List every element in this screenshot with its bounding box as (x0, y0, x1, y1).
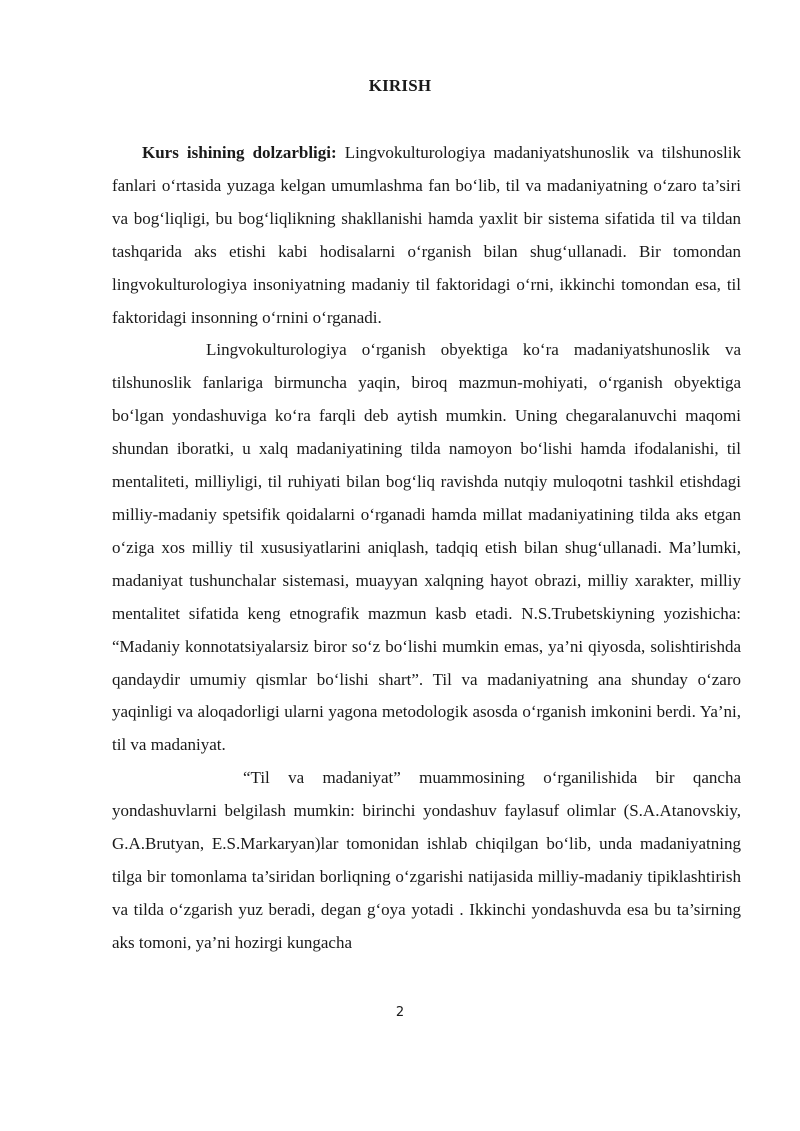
section-heading: KIRISH (368, 76, 432, 95)
paragraph-lead-label: Kurs ishining dolzarbligi: (142, 143, 337, 162)
paragraph-approaches: “Til va madaniyat” muammosining o‘rganilishida bir qancha yondashuvlarni belgilash mumkin: birinchi yondashuv faylasuf olimlar (S.A.Atanovskiy, G.A.Brutyan, E.S.Markaryan)lar tomonidan ishlab chiqilgan bo‘lib, unda madaniyatning tilga bir tomonlama ta’siridan borliqning o‘zgarishi natijasida milliy-madaniy tipiklashtirish va tilda o‘zgarish yuz beradi, degan g‘oya yotadi . Ikkinchi yondashuvda esa bu ta’sirning aks tomoni, ya’ni hozirgi kungacha (112, 768, 741, 952)
body-text (112, 137, 741, 960)
paragraph-text: Lingvokulturologiya madaniyatshunoslik va tilshunoslik fanlari o‘rtasida yuzaga kelgan umumlashma fan bo‘lib, til va madaniyatning o‘zaro ta’siri va bog‘liqligi, bu bog‘liqlikning shakllanishi hamda yaxlit bir sistema sifatida til va tildan tashqarida aks etishi kabi hodisalarni o‘rganish bilan shug‘ullanadi. Bir tomondan lingvokulturologiya insoniyatning madaniy til faktoridagi o‘rni, ikkinchi tomondan esa, til faktoridagi insonning o‘rnini o‘rganadi. (112, 143, 741, 327)
page-number: 2 (395, 1005, 405, 1020)
paragraph-relevance (112, 137, 741, 334)
paragraph-object-of-study: Lingvokulturologiya o‘rganish obyektiga ko‘ra madaniyatshunoslik va tilshunoslik fanlariga birmuncha yaqin, biroq mazmun-mohiyati, o‘rganish obyektiga bo‘lgan yondashuviga ko‘ra farqli deb aytish mumkin. Uning chegaralanuvchi maqomi shundan iboratki, u xalq madaniyatining tilda namoyon bo‘lishi hamda ifodalanishi, til mentaliteti, milliyligi, til ruhiyati bilan bog‘liq ravishda nutqiy muloqotni tashkil etishdagi milliy-madaniy spetsifik qoidalarni o‘rganadi hamda millat madaniyatining tilda aks etgan o‘ziga xos milliy til xususiyatlarini aniqlash, tadqiq etish bilan shug‘ullanadi. Ma’lumki, madaniyat tushunchalar sistemasi, muayyan xalqning hayot obrazi, milliy xarakter, milliy mentalitet sifatida keng etnografik mazmun kasb etadi. N.S.Trubetskiyning yozishicha: “Madaniy konnotatsiyalarsiz biror so‘z bo‘lishi mumkin emas, ya’ni qiyosda, solishtirishda qandaydir umumiy qismlar bo‘lishi shart”. Til va madaniyatning ana shunday o‘zaro yaqinligi va aloqadorligi ularni yagona metodologik asosda o‘rganish imkonini berdi. Ya’ni, til va madaniyat. (112, 340, 741, 755)
